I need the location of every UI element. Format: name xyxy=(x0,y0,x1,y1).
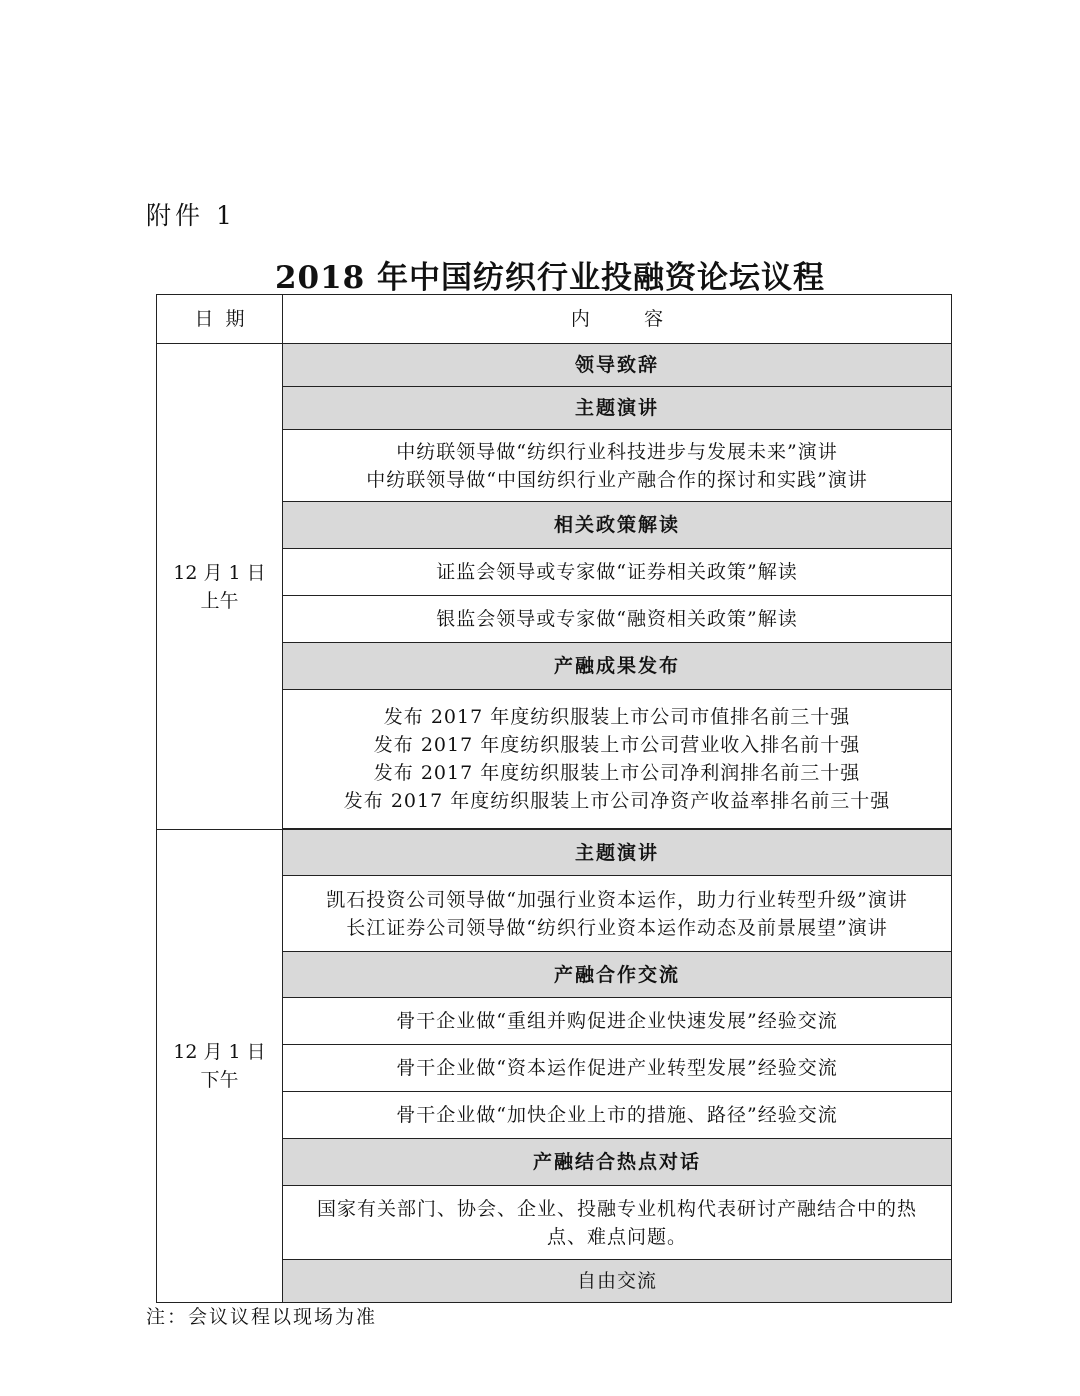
list-item: 中纺联领导做“纺织行业科技进步与发展未来”演讲 xyxy=(396,440,838,463)
results-items xyxy=(283,690,952,829)
afternoon-date-cell xyxy=(157,830,283,1303)
section-policy: 相关政策解读 xyxy=(283,502,952,549)
footnote: 注：会议议程以现场为准 xyxy=(146,1306,378,1328)
section-keynote-afternoon: 主题演讲 xyxy=(283,830,952,876)
dialogue-items xyxy=(283,1186,952,1260)
keynote-morning-items xyxy=(283,430,952,502)
keynote-afternoon-items xyxy=(283,876,952,952)
morning-date: 12 月 1 日 xyxy=(173,561,266,584)
list-item: 发布 2017 年度纺织服装上市公司净利润排名前三十强 xyxy=(373,762,861,784)
header-date: 日 期 xyxy=(157,295,283,344)
list-item: 骨干企业做“重组并购促进企业快速发展”经验交流 xyxy=(283,998,952,1045)
section-dialogue: 产融结合热点对话 xyxy=(283,1139,952,1186)
section-results: 产融成果发布 xyxy=(283,643,952,690)
attachment-label: 附件 1 xyxy=(146,201,236,230)
list-item: 点、难点问题。 xyxy=(546,1225,687,1248)
table-row xyxy=(157,344,952,387)
section-keynote-morning: 主题演讲 xyxy=(283,387,952,430)
page-title: 2018 年中国纺织行业投融资论坛议程 xyxy=(274,260,826,296)
header-row xyxy=(157,295,952,344)
list-item: 发布 2017 年度纺织服装上市公司营业收入排名前十强 xyxy=(373,734,861,756)
list-item: 银监会领导或专家做“融资相关政策”解读 xyxy=(283,596,952,643)
list-item: 国家有关部门、协会、企业、投融专业机构代表研讨产融结合中的热 xyxy=(316,1197,917,1220)
table-row xyxy=(157,830,952,876)
agenda-table xyxy=(156,294,952,1303)
list-item: 发布 2017 年度纺织服装上市公司市值排名前三十强 xyxy=(383,706,851,728)
list-item: 凯石投资公司领导做“加强行业资本运作，助力行业转型升级”演讲 xyxy=(326,888,908,911)
section-leader-speech: 领导致辞 xyxy=(283,344,952,387)
list-item: 中纺联领导做“中国纺织行业产融合作的探讨和实践”演讲 xyxy=(366,468,868,491)
list-item: 长江证券公司领导做“纺织行业资本运作动态及前景展望”演讲 xyxy=(346,916,888,939)
list-item: 骨干企业做“加快企业上市的措施、路径”经验交流 xyxy=(283,1092,952,1139)
morning-period: 上午 xyxy=(200,589,239,612)
afternoon-period: 下午 xyxy=(200,1069,239,1091)
afternoon-date: 12 月 1 日 xyxy=(173,1041,266,1063)
list-item: 骨干企业做“资本运作促进产业转型发展”经验交流 xyxy=(283,1045,952,1092)
morning-date-cell xyxy=(157,344,283,830)
section-free-exchange: 自由交流 xyxy=(283,1260,952,1303)
list-item: 发布 2017 年度纺织服装上市公司净资产收益率排名前三十强 xyxy=(343,790,891,812)
section-cooperation: 产融合作交流 xyxy=(283,952,952,998)
list-item: 证监会领导或专家做“证券相关政策”解读 xyxy=(283,549,952,596)
header-content: 内 容 xyxy=(283,295,952,344)
